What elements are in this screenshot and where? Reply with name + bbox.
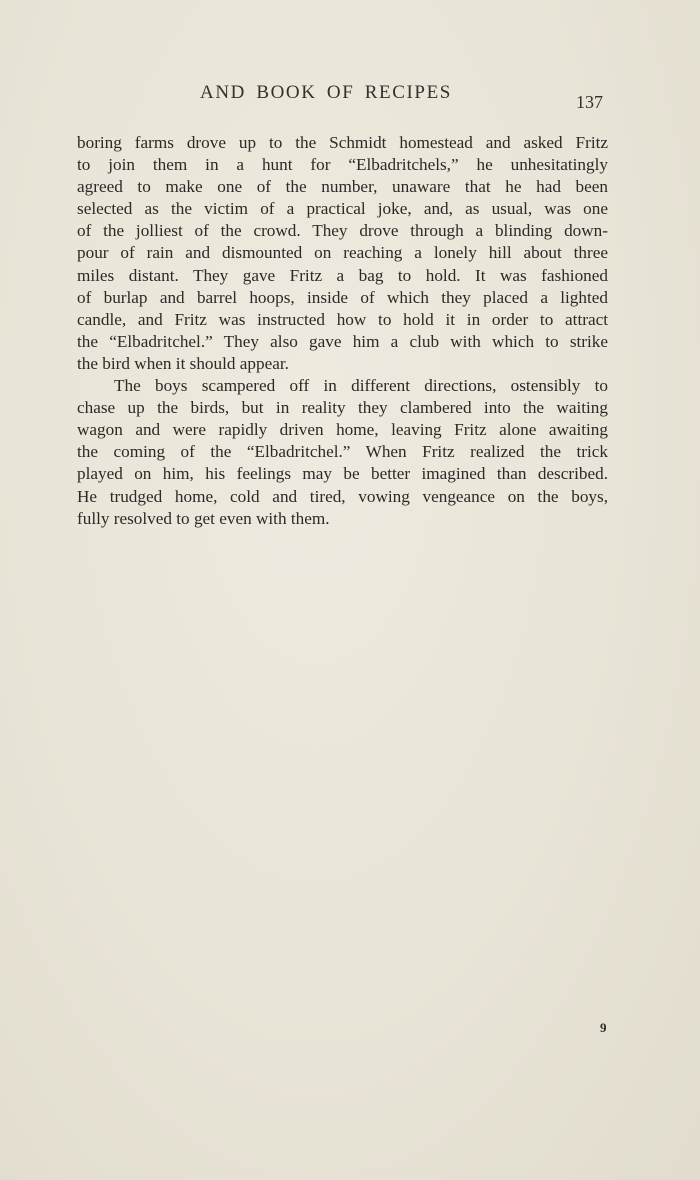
text-line: played on him, his feelings may be better imagined than described. [77,464,608,484]
text-line: of burlap and barrel hoops, inside of which they placed a lighted [77,287,608,307]
paragraph [77,375,608,530]
paragraph [77,132,608,375]
text-line: wagon and were rapidly driven home, leaving Fritz alone awaiting [77,420,608,440]
text-line: the bird when it should appear. [77,353,289,373]
body-text [77,132,608,530]
text-line: pour of rain and dismounted on reaching a lonely hill about three [77,243,608,263]
running-head: AND BOOK OF RECIPES [200,82,452,103]
text-line: miles distant. They gave Fritz a bag to hold. It was fashioned [77,265,608,285]
text-line: boring farms drove up to the Schmidt homestead and asked Fritz [77,133,608,152]
signature-mark: 9 [600,1020,607,1035]
text-line: to join them in a hunt for “Elbadritchels,” he unhesitatingly [77,155,608,175]
text-line: selected as the victim of a practical joke, and, as usual, was one [77,199,608,219]
text-line: of the jolliest of the crowd. They drove through a blinding down- [77,221,608,241]
text-line: the coming of the “Elbadritchel.” When Fritz realized the trick [77,442,608,462]
page-number: 137 [576,92,603,112]
text-line: chase up the birds, but in reality they clambered into the waiting [77,398,608,418]
text-line: agreed to make one of the number, unaware that he had been [77,177,608,197]
text-line: fully resolved to get even with them. [77,508,330,528]
text-line: The boys scampered off in different directions, ostensibly to [114,376,608,396]
text-line: He trudged home, cold and tired, vowing vengeance on the boys, [77,486,608,506]
text-line: candle, and Fritz was instructed how to hold it in order to attract [77,309,608,329]
text-line: the “Elbadritchel.” They also gave him a club with which to strike [77,331,608,351]
